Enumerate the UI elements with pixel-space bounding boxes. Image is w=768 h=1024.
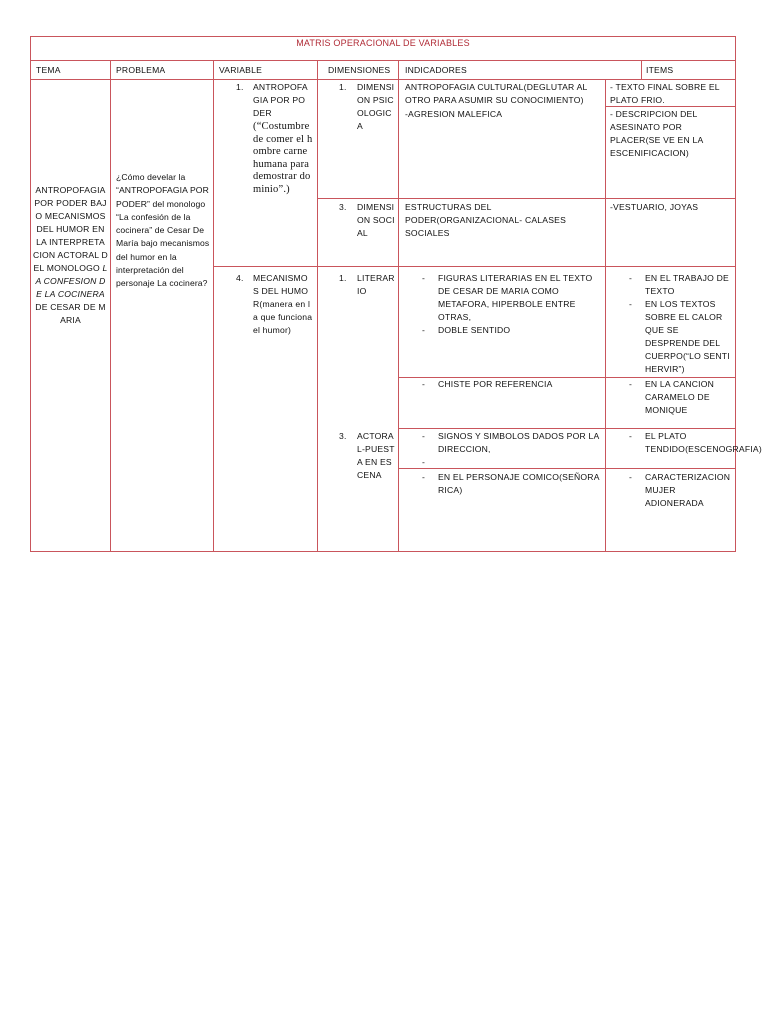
variable-4-number: 4. (236, 273, 244, 283)
tema-text-italic: LA CONFESION DE LA COCINERA (35, 263, 108, 299)
tema-text-end: DE CESAR DE MARIA (35, 302, 106, 325)
column-divider (398, 60, 399, 552)
dimension-social-label: DIMENSION SOCIAL (357, 202, 395, 238)
row-divider (399, 428, 736, 429)
indicator-comico-list (418, 471, 603, 497)
list-item (418, 456, 603, 469)
indicator-chiste-list (418, 378, 593, 391)
item-caracterizacion-list (625, 471, 733, 510)
header-variable: VARIABLE (219, 65, 262, 75)
item-vestuario: -VESTUARIO, JOYAS (610, 202, 699, 212)
list-item: - EN LA CANCION CARAMELO DE MONIQUE (625, 378, 733, 417)
list-item: - CARACTERIZACION MUJER ADIONERADA (625, 471, 733, 510)
row-divider (214, 266, 736, 267)
indicator-agresion: -AGRESION MALEFICA (405, 109, 503, 119)
variable-1-number: 1. (236, 82, 244, 92)
problema-text: ¿Cómo develar la “ANTROPOFAGIA POR PODER” del monologo “La confesión de la cocinera” de Cesar De María bajo mecanismos del humor en la interpretación del personaje La cocinera? (116, 172, 210, 289)
list-item: - EN EL TRABAJO DE TEXTO (625, 272, 733, 298)
dimension-actoral-label: ACTORAL-PUESTA EN ESCENA (357, 431, 395, 480)
header-tema: TEMA (36, 65, 61, 75)
row-divider (30, 60, 736, 61)
indicator-literario-list (418, 272, 593, 337)
row-divider (318, 198, 736, 199)
item-plato-list (625, 430, 762, 456)
list-item: - EN LOS TEXTOS SOBRE EL CALOR QUE SE DESPRENDE DEL CUERPO(“LO SENTI HERVIR”) (625, 298, 733, 376)
item-texto-final: - TEXTO FINAL SOBRE EL PLATO FRIO. (610, 82, 720, 105)
list-item: - FIGURAS LITERARIAS EN EL TEXTO DE CESAR DE MARIA COMO METAFORA, HIPERBOLE ENTRE OTRAS, (418, 272, 593, 324)
dimension-literario-label: LITERARIO (357, 273, 395, 296)
column-divider (317, 60, 318, 552)
column-divider (213, 60, 214, 552)
variable-1-definition: (“Costumbre de comer el hombre carne humana para demostrar dominio”.) (253, 121, 313, 195)
header-items: ITEMS (646, 65, 674, 75)
item-descripcion: - DESCRIPCION DEL ASESINATO POR PLACER(SE VE EN LA ESCENIFICACION) (610, 109, 703, 158)
indicator-cultural: ANTROPOFAGIA CULTURAL(DEGLUTAR AL OTRO PARA ASUMIR SU CONOCIMIENTO) (405, 82, 588, 105)
tema-text-main: ANTROPOFAGIA POR PODER BAJO MECANISMOS DEL HUMOR EN LA INTERPRETACION ACTORAL DEL MONOLOGO (33, 185, 108, 273)
table-title: MATRIS OPERACIONAL DE VARIABLES (296, 38, 470, 48)
list-item: - SIGNOS Y SIMBOLOS DADOS POR LA DIRECCION, (418, 430, 603, 456)
list-item: - EN EL PERSONAJE COMICO(SEÑORA RICA) (418, 471, 603, 497)
column-divider (641, 60, 642, 79)
header-dimensiones: DIMENSIONES (328, 65, 391, 75)
indicator-estructuras: ESTRUCTURAS DEL PODER(ORGANIZACIONAL- CALASES SOCIALES (405, 202, 566, 238)
list-item: - DOBLE SENTIDO (418, 324, 593, 337)
dimension-3-number: 3. (339, 202, 347, 212)
list-item: - CHISTE POR REFERENCIA (418, 378, 593, 391)
dimension-psicologica-label: DIMENSION PSICOLOGICA (357, 82, 395, 131)
dimension-1-number: 1. (339, 82, 347, 92)
row-divider (30, 79, 736, 80)
indicator-signos-list (418, 430, 603, 469)
column-divider (605, 79, 606, 552)
dimension-actoral-number: 3. (339, 431, 347, 441)
list-item: - EL PLATO TENDIDO(ESCENOGRAFIA) (625, 430, 733, 456)
dimension-literario-number: 1. (339, 273, 347, 283)
header-indicadores: INDICADORES (405, 65, 467, 75)
item-cancion-list (625, 378, 733, 417)
header-problema: PROBLEMA (116, 65, 166, 75)
tema-text (33, 184, 108, 327)
column-divider (110, 60, 111, 552)
variable-4-label: MECANISMOS DEL HUMOR(manera en la que funciona el humor) (253, 273, 313, 335)
variable-1-label: ANTROPOFAGIA POR PODER (253, 82, 308, 118)
item-trabajo-list (625, 272, 733, 376)
